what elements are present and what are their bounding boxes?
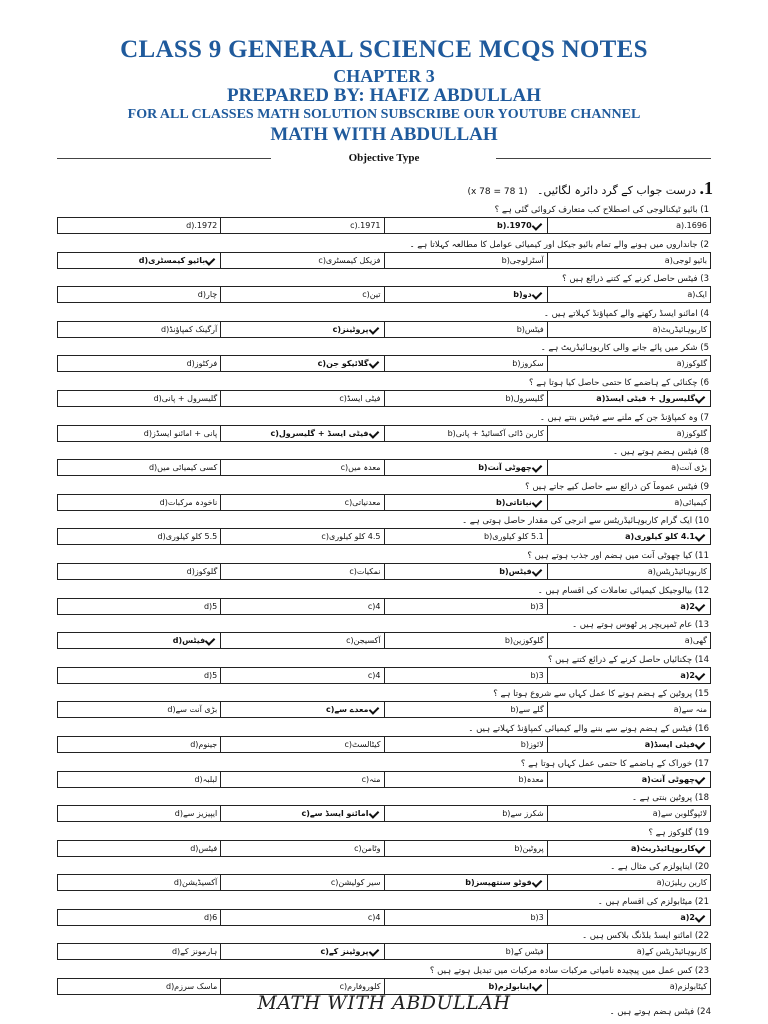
option-label: معدہ میں(c (340, 463, 381, 473)
option-label: پانی + امائنو ایسڈز(d (143, 428, 218, 438)
question-text: 13) عام ٹمپریچر پر ٹھوس ہوتے ہیں ۔ (572, 620, 709, 631)
check-icon (696, 394, 706, 401)
question-item (57, 377, 711, 412)
option-label: کاربن ڈائی آکسائیڈ + پانی(b (447, 428, 544, 438)
option-cell[interactable] (384, 806, 547, 821)
option-label: گلوکوز(d (186, 566, 218, 576)
correct-option[interactable] (547, 737, 710, 752)
options-row (57, 217, 711, 234)
option-cell[interactable] (547, 287, 710, 302)
option-label: 5.1 کلو کیلوری(b (484, 532, 544, 542)
option-label: 5(d (203, 670, 218, 680)
option-cell[interactable] (220, 737, 383, 752)
option-cell[interactable] (220, 841, 383, 856)
option-label: کاربن ریلیژن(a (656, 878, 707, 888)
check-icon (533, 221, 543, 228)
check-icon (533, 878, 543, 885)
check-icon (533, 463, 543, 470)
options-row (57, 252, 711, 269)
option-cell[interactable] (220, 910, 383, 925)
correct-option[interactable] (220, 702, 383, 717)
question-item (57, 758, 711, 793)
option-label: فوٹو سنتھیسز(b (465, 878, 532, 888)
option-label: لائوز(b (520, 739, 544, 749)
check-icon (370, 947, 380, 954)
question-text: 3) فیٹس حاصل کرنے کے کتنے ذرائع ہیں ؟ (562, 274, 709, 285)
option-cell[interactable] (384, 737, 547, 752)
instruction (467, 178, 713, 199)
option-label: آکسیڈیشن(d (173, 878, 218, 888)
option-label: 1970.(b (497, 221, 532, 230)
correct-option[interactable] (547, 668, 710, 683)
option-label: 4.5 کلو کیلوری(c (321, 532, 381, 542)
correct-option[interactable] (384, 875, 547, 890)
question-text: 20) ایناپولزم کی مثال ہے ۔ (610, 862, 709, 873)
question-item (57, 204, 711, 239)
option-label: جینوم(d (190, 739, 218, 749)
option-label: 1972.(d (186, 221, 218, 230)
option-cell[interactable] (384, 391, 547, 406)
options-row (57, 459, 711, 476)
check-icon (370, 325, 380, 332)
correct-option[interactable] (384, 218, 547, 233)
option-cell[interactable] (58, 944, 220, 959)
option-cell[interactable] (220, 564, 383, 579)
option-label: فیٹی ایسڈ + گلیسرول(c (270, 428, 369, 438)
option-cell[interactable] (220, 495, 383, 510)
option-label: بائیو کیمسٹری(d (138, 255, 206, 265)
option-label: منہ(c (361, 774, 381, 784)
correct-option[interactable] (58, 633, 220, 648)
subscribe-line: FOR ALL CLASSES MATH SOLUTION SUBSCRIBE OUR YOUTUBE CHANNEL (127, 107, 641, 122)
options-row (57, 425, 711, 442)
question-text: 6) چکنائی کے ہاضمے کا حتمی حاصل کیا ہوتا ہے ؟ (529, 377, 709, 388)
options-row (57, 598, 711, 615)
instruction-text: درست جواب کے گرد دائرہ لگائیں۔ (536, 184, 696, 197)
option-cell[interactable] (58, 772, 220, 787)
option-label: 4.1 کلو کیلوری(a (625, 532, 695, 542)
option-label: ایک(a (687, 290, 707, 300)
option-label: بڑی آنت سے(d (167, 705, 218, 715)
option-label: فیٹس(b (499, 566, 532, 576)
option-label: گلوکوز(a (676, 359, 707, 369)
option-label: فزیکل کیمسٹری(c (318, 255, 381, 265)
options-row (57, 632, 711, 649)
options-row (57, 874, 711, 891)
check-icon (370, 429, 380, 436)
question-item (57, 446, 711, 481)
option-label: چار(d (197, 290, 218, 300)
option-label: 4(c (367, 670, 381, 680)
options-row (57, 840, 711, 857)
question-item (57, 827, 711, 862)
option-label: پروٹینز کے(c (320, 947, 369, 957)
option-label: کاربوہائیڈریٹ(a (630, 843, 695, 853)
question-item (57, 619, 711, 654)
option-label: 3(b (530, 670, 544, 680)
question-text: 5) شکر میں پائے جانے والی کاربوہائیڈریٹ ہے ۔ (540, 343, 709, 354)
question-item (57, 308, 711, 343)
question-text: 9) فیٹس عموماً کن ذرائع سے حاصل کیے جاتے ہیں ؟ (525, 481, 709, 492)
correct-option[interactable] (384, 460, 547, 475)
option-label: فیٹس کے(b (505, 947, 544, 957)
correct-option[interactable] (384, 495, 547, 510)
option-cell[interactable] (547, 564, 710, 579)
option-label: 2(a (680, 912, 695, 922)
option-cell[interactable] (220, 253, 383, 268)
section-heading: Objective Type (348, 152, 420, 164)
check-icon (370, 359, 380, 366)
question-item (57, 861, 711, 896)
option-cell[interactable] (547, 875, 710, 890)
option-label: 5(d (203, 601, 218, 611)
check-icon (696, 844, 706, 851)
option-label: فیٹی ایسڈ(c (339, 393, 381, 403)
question-text: 19) گلوکوز ہے ؟ (648, 827, 709, 838)
check-icon (370, 705, 380, 712)
question-text: 21) میٹابولزم کی اقسام ہیں ۔ (597, 896, 709, 907)
question-text: 23) کس عمل میں پیچیدہ نامیاتی مرکبات سادہ مرکبات میں تبدیل ہوتے ہیں ؟ (429, 966, 709, 977)
question-list (57, 204, 711, 1000)
option-cell[interactable] (220, 287, 383, 302)
question-24: 24) فیٹس ہضم ہوتے ہیں ۔ (609, 1007, 711, 1017)
option-label: 3(b (530, 912, 544, 922)
option-cell[interactable] (58, 287, 220, 302)
option-cell[interactable] (220, 599, 383, 614)
option-label: کیٹالسٹ(c (344, 739, 381, 749)
check-icon (696, 913, 706, 920)
option-label: فیٹس(d (172, 636, 206, 646)
option-label: فیٹس(b (516, 324, 544, 334)
option-cell[interactable] (384, 841, 547, 856)
option-cell[interactable] (384, 322, 547, 337)
option-cell[interactable] (220, 218, 383, 233)
question-item (57, 896, 711, 931)
option-label: اینابولزم(b (488, 982, 532, 992)
option-label: کاربوہائیڈریٹس(a (647, 566, 707, 576)
question-text: 16) فیٹس کے ہضم ہونے سے بننے والے کیمیائی کمپاؤنڈ کہلاتے ہیں ۔ (468, 723, 709, 734)
check-icon (696, 532, 706, 539)
option-label: ناخودہ مرکبات(d (159, 497, 218, 507)
option-label: گھی(a (684, 636, 707, 646)
correct-option[interactable] (384, 564, 547, 579)
instruction-number: 1. (699, 178, 713, 198)
option-cell[interactable] (547, 495, 710, 510)
options-row (57, 667, 711, 684)
question-item (57, 930, 711, 965)
option-cell[interactable] (384, 529, 547, 544)
option-cell[interactable] (384, 599, 547, 614)
option-cell[interactable] (58, 702, 220, 717)
option-cell[interactable] (58, 322, 220, 337)
options-row (57, 736, 711, 753)
question-text: 14) چکنائیاں حاصل کرنے کے ذرائع کتنے ہیں ؟ (547, 654, 709, 665)
option-cell[interactable] (220, 633, 383, 648)
option-cell[interactable] (384, 633, 547, 648)
question-item (57, 515, 711, 550)
option-cell[interactable] (58, 668, 220, 683)
option-label: امائنو ایسڈ سے(c (301, 809, 369, 819)
option-cell[interactable] (58, 875, 220, 890)
option-label: معدہ(b (518, 774, 544, 784)
question-text: 10) ایک گرام کاربوہائیڈریٹس سے انرجی کی مقدار حاصل ہوتی ہے ۔ (462, 516, 709, 527)
channel-name: MATH WITH ABDULLAH (270, 124, 498, 145)
option-label: وٹامن(c (354, 843, 381, 853)
option-cell[interactable] (220, 391, 383, 406)
question-item (57, 688, 711, 723)
correct-option[interactable] (58, 253, 220, 268)
question-text: 22) امائنو ایسڈ بلڈنگ بلاکس ہیں ۔ (582, 931, 709, 942)
option-label: پروٹین(b (514, 843, 544, 853)
option-label: 6(d (203, 912, 218, 922)
option-cell[interactable] (384, 772, 547, 787)
option-label: گلائیکو جن(c (317, 359, 369, 369)
option-cell[interactable] (58, 529, 220, 544)
correct-option[interactable] (220, 426, 383, 441)
option-cell[interactable] (58, 391, 220, 406)
option-label: کلوروفارم(c (339, 982, 381, 992)
option-label: 5.5 کلو کیلوری(d (157, 532, 218, 542)
option-label: نباتاتی(b (495, 497, 532, 507)
option-label: کاربوہائیڈریٹ(a (652, 324, 707, 334)
option-label: 2(a (680, 670, 695, 680)
correct-option[interactable] (220, 356, 383, 371)
option-cell[interactable] (384, 910, 547, 925)
question-text: 17) خوراک کے ہاضمے کا حتمی عمل کہاں ہوتا ہے ؟ (520, 758, 709, 769)
option-cell[interactable] (384, 944, 547, 959)
option-label: ماسک سرزم(d (165, 982, 218, 992)
option-label: بڑی آنت(a (671, 463, 707, 473)
options-row (57, 528, 711, 545)
question-text: 4) امائنو ایسڈ رکھنے والے کمپاؤنڈ کہلاتے ہیں ۔ (543, 308, 709, 319)
option-label: فرکٹوز(d (186, 359, 218, 369)
document-title: CLASS 9 GENERAL SCIENCE MCQS NOTES (120, 36, 648, 63)
correct-option[interactable] (547, 841, 710, 856)
check-icon (696, 775, 706, 782)
option-cell[interactable] (58, 564, 220, 579)
option-cell[interactable] (58, 356, 220, 371)
question-item (57, 585, 711, 620)
options-row (57, 563, 711, 580)
question-text: 7) وہ کمپاؤنڈ جن کے ملنے سے فیٹس بنتے ہیں ۔ (539, 412, 709, 423)
option-cell[interactable] (547, 806, 710, 821)
option-label: سیر کولیشن(c (330, 878, 381, 888)
check-icon (696, 740, 706, 747)
option-cell[interactable] (220, 529, 383, 544)
option-label: 2(a (680, 601, 695, 611)
correct-option[interactable] (220, 322, 383, 337)
options-row (57, 701, 711, 718)
option-label: 4(c (367, 912, 381, 922)
option-cell[interactable] (384, 253, 547, 268)
option-cell[interactable] (547, 356, 710, 371)
options-row (57, 805, 711, 822)
option-label: کسی کیمیائی میں(d (148, 463, 218, 473)
option-cell[interactable] (384, 702, 547, 717)
question-text: 15) پروٹین کے ہضم ہونے کا عمل کہاں سے شروع ہوتا ہے ؟ (493, 689, 709, 700)
correct-option[interactable] (547, 529, 710, 544)
check-icon (533, 567, 543, 574)
option-label: لبلبہ(d (194, 774, 218, 784)
option-label: 1971.(c (350, 221, 381, 230)
option-cell[interactable] (547, 702, 710, 717)
option-label: گلیسرول(b (505, 393, 544, 403)
options-row (57, 771, 711, 788)
check-icon (696, 671, 706, 678)
question-item (57, 654, 711, 689)
question-text: 18) پروٹین بنتی ہے ۔ (631, 793, 709, 804)
option-cell[interactable] (384, 356, 547, 371)
question-text: 1) بائیو ٹیکنالوجی کی اصطلاح کب متعارف کروائی گئی ہے ؟ (494, 205, 709, 215)
option-cell[interactable] (58, 218, 220, 233)
option-cell[interactable] (547, 253, 710, 268)
check-icon (533, 290, 543, 297)
option-label: 4(c (367, 601, 381, 611)
options-row (57, 286, 711, 303)
option-label: گلیسرول + پانی(d (153, 393, 218, 403)
option-cell[interactable] (220, 772, 383, 787)
correct-option[interactable] (220, 806, 383, 821)
question-item (57, 239, 711, 274)
question-text: 8) فیٹس ہضم ہوتے ہیں ۔ (613, 447, 709, 458)
correct-option[interactable] (547, 772, 710, 787)
check-icon (370, 809, 380, 816)
option-cell[interactable] (547, 460, 710, 475)
option-label: لائپوگلوبن سے(a (652, 809, 707, 819)
options-row (57, 494, 711, 511)
correct-option[interactable] (547, 391, 710, 406)
right-divider (496, 158, 711, 159)
option-label: گلوکوزین(b (504, 636, 544, 646)
question-text: 12) بیالوجیکل کیمیائی تعاملات کی اقسام ہیں ۔ (537, 585, 709, 596)
check-icon (206, 256, 216, 263)
check-icon (696, 602, 706, 609)
option-cell[interactable] (547, 633, 710, 648)
option-cell[interactable] (384, 668, 547, 683)
option-label: گلیسرول + فیٹی ایسڈ(a (596, 393, 695, 403)
option-label: ایپیزیز سے(d (174, 809, 218, 819)
option-cell[interactable] (220, 460, 383, 475)
option-label: معدنیاتی(c (344, 497, 381, 507)
option-label: چھوٹی آنت(a (641, 774, 695, 784)
option-label: آکسیجن(c (346, 636, 381, 646)
correct-option[interactable] (547, 910, 710, 925)
option-cell[interactable] (58, 495, 220, 510)
options-row (57, 943, 711, 960)
option-label: گلے سے(b (510, 705, 544, 715)
check-icon (533, 982, 543, 989)
correct-option[interactable] (220, 944, 383, 959)
option-label: کاربوہائیڈریٹس کے(a (636, 947, 707, 957)
option-label: فیٹی ایسڈ(a (644, 739, 695, 749)
check-icon (206, 636, 216, 643)
question-item (57, 412, 711, 447)
option-label: پروٹینز(c (332, 324, 369, 334)
option-label: بائیو لوجی(a (664, 255, 707, 265)
option-label: دو(b (513, 290, 532, 300)
option-cell[interactable] (220, 668, 383, 683)
option-cell[interactable] (547, 426, 710, 441)
option-label: گلوکوز(a (676, 428, 707, 438)
option-cell[interactable] (547, 322, 710, 337)
footer-watermark: MATH WITH ABDULLAH (257, 992, 511, 1014)
option-label: کیٹابولزم(a (669, 982, 707, 992)
option-label: منہ سے(a (673, 705, 707, 715)
option-cell[interactable] (384, 426, 547, 441)
option-label: تین(c (362, 290, 381, 300)
option-cell[interactable] (58, 460, 220, 475)
option-cell[interactable] (58, 841, 220, 856)
question-item (57, 481, 711, 516)
option-label: 3(b (530, 601, 544, 611)
option-cell[interactable] (58, 806, 220, 821)
author-line: PREPARED BY: HAFIZ ABDULLAH (226, 85, 542, 106)
question-item (57, 792, 711, 827)
check-icon (533, 498, 543, 505)
option-label: چھوٹی آنت(b (478, 463, 532, 473)
option-label: نمکیات(c (349, 566, 381, 576)
option-label: معدے سے(c (325, 705, 369, 715)
option-label: آسٹرلوجی(b (501, 255, 544, 265)
question-item (57, 723, 711, 758)
option-cell[interactable] (58, 599, 220, 614)
question-text: 11) کیا چھوٹی آنت میں ہضم اور جذب ہوتے ہیں ؟ (527, 550, 709, 561)
option-label: 1696.(a (676, 221, 707, 230)
question-text: 2) جانداروں میں ہونے والے تمام بائیو جیکل اور کیمیائی عوامل کا مطالعہ کہلاتا ہے ۔ (409, 239, 709, 250)
option-cell[interactable] (547, 218, 710, 233)
option-cell[interactable] (547, 944, 710, 959)
instruction-marks: (1 x 78 = 78) (467, 187, 528, 197)
option-label: ہارمونز کے(d (171, 947, 218, 957)
option-label: فیٹس(d (190, 843, 218, 853)
question-item (57, 273, 711, 308)
option-cell[interactable] (58, 737, 220, 752)
question-item (57, 342, 711, 377)
option-cell[interactable] (58, 426, 220, 441)
chapter-heading: CHAPTER 3 (333, 66, 435, 86)
correct-option[interactable] (384, 287, 547, 302)
correct-option[interactable] (547, 599, 710, 614)
option-cell[interactable] (220, 875, 383, 890)
options-row (57, 321, 711, 338)
option-label: شکرز سے(b (502, 809, 544, 819)
option-label: کیمیائی(a (674, 497, 707, 507)
option-cell[interactable] (58, 910, 220, 925)
option-label: آرگینک کمپاؤنڈ(d (161, 324, 218, 334)
options-row (57, 355, 711, 372)
question-item (57, 550, 711, 585)
options-row (57, 909, 711, 926)
option-label: سکروز(b (512, 359, 544, 369)
options-row (57, 390, 711, 407)
